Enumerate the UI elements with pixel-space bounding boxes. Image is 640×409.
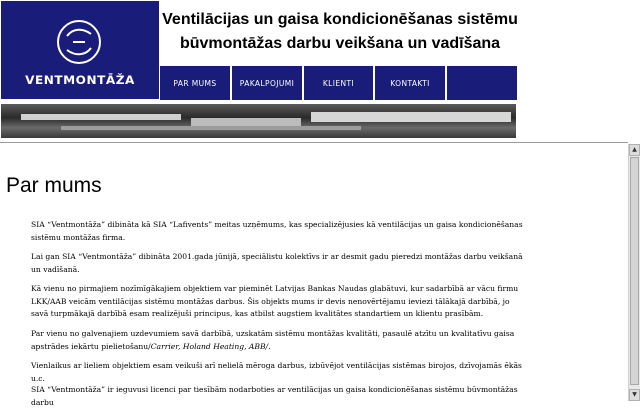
scroll-down-icon[interactable]: ▼	[629, 389, 640, 401]
site-title	[160, 2, 520, 70]
scroll-thumb[interactable]	[630, 157, 639, 385]
paragraph-2: Lai gan SIA “Ventmontāža” dibināta 2001.gada jūnijā, speciālistu kolektīvs ir ar desmit gadu pieredzi montāžas darbu veikšanā un vadīšanā.	[31, 252, 523, 274]
nav-item-empty	[447, 66, 517, 100]
paragraph-5: Vienlaikus ar lieliem objektiem esam veikuši arī nelielā mēroga darbus, izbūvējot ventilācijas sistēmas birojos, dzīvojamās ēkās u.c.	[31, 361, 522, 383]
nav-item-par-mums[interactable]: PAR MUMS	[160, 66, 230, 100]
main-nav	[160, 66, 517, 100]
header-divider	[0, 142, 628, 143]
brand-logo[interactable]	[1, 1, 159, 99]
site-title-line-1: Ventilācijas un gaisa kondicionēšanas sistēmu	[162, 11, 518, 28]
nav-item-klienti[interactable]: KLIENTI	[304, 66, 373, 100]
paragraph-1: SIA “Ventmontāža” dibināta kā SIA “Lafivents” meitas uzņēmums, kas specializējusies kā ventilācijas un gaisa kondicionēšanas sistēmu montāžas firma.	[31, 220, 523, 242]
main-content	[0, 144, 628, 407]
paragraph-4	[31, 328, 525, 353]
site-title-line-2: būvmontāžas darbu veikšana un vadīšana	[179, 35, 501, 52]
nav-item-pakalpojumi[interactable]: PAKALPOJUMI	[232, 66, 302, 100]
paragraph-3: Kā vienu no pirmajiem nozīmīgākajiem objektiem var pieminēt Latvijas Bankas Naudas glabātuvi, kur sadarbībā ar vācu firmu LKK/AAB veicām ventilācijas sistēmu montāžas darbus. Šis objekts mums ir devis nenovērtējamu ieviezi tālākajā darbībā, jo savā turpmākajā darbībā esam realizējuši principus, kas atbilst augstiem kvalitātes standartiem un klientu prasībām.	[31, 284, 519, 319]
nav-item-kontakti[interactable]: KONTAKTI	[375, 66, 445, 100]
header-photo-strip	[1, 104, 516, 138]
paragraph-4-text: Par vienu no galvenajiem uzdevumiem savā darbībā, uzskatām sistēmu montāžas kvalitāti, pasaulē atzītu un kvalitatīvu gaisa apstrādes iekārtu pielietošanu/	[31, 329, 515, 351]
paragraph-4-brands: Carrier, Holand Heating, ABB/.	[150, 341, 271, 351]
vertical-scrollbar[interactable]	[628, 144, 640, 401]
ventmontaza-logo-icon	[57, 20, 101, 64]
paragraph-6: SIA “Ventmontāža” ir ieguvusi licenci par tiesībām nodarboties ar ventilācijas un gaisa kondicionēšanas sistēmu būvmontāžas darbu	[31, 385, 518, 407]
logo-text: VENTMONTĀŽA	[25, 73, 135, 87]
scroll-up-icon[interactable]: ▲	[629, 144, 640, 156]
page-title: Par mums	[6, 174, 102, 197]
